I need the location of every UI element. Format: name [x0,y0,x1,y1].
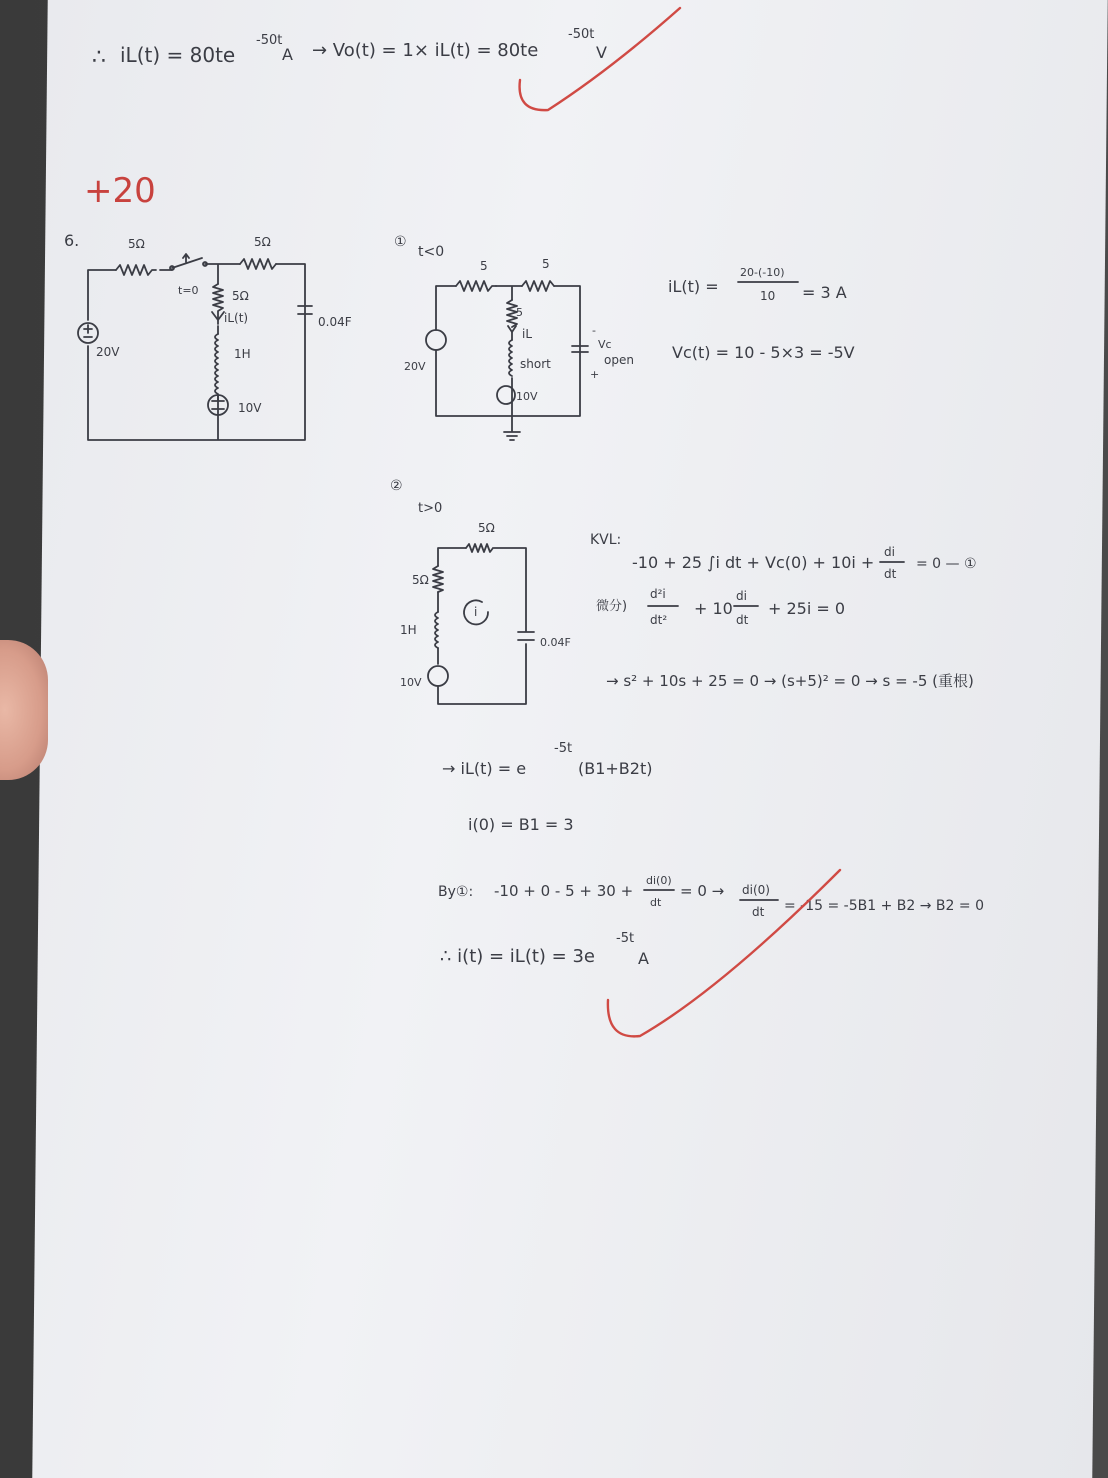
step1-eq-il-den: 10 [760,289,776,303]
kvl-eq1-rhs: = 0 — ① [916,556,977,572]
sol-by-num2: di(0) [742,883,770,897]
sol-by-label: By①: [438,884,474,900]
sol-by-eq: -10 + 0 - 5 + 30 + [494,882,634,900]
step1-r-mid: 5 [516,306,523,319]
sol-init: i(0) = B1 = 3 [468,815,574,834]
step1-eq-il-res: = 3 A [802,283,847,302]
step1-cond: t<0 [418,244,445,260]
source-left-sign [84,325,92,337]
header-unit2: V [596,43,607,62]
inductor [215,334,218,394]
sol-final-exp: -5t [616,931,635,946]
inductor-label: 1H [234,347,251,361]
step2-cap: 0.04F [540,636,571,649]
sol-general: → iL(t) = e [442,759,527,778]
step2-resistor-top [466,544,493,552]
step1-vc-plus: + [590,368,600,381]
score: +20 [84,171,156,211]
therefore-symbol: ∴ [92,45,106,70]
step2-r-top: 5Ω [478,521,495,535]
step2-marker: ② [390,478,403,494]
step2-wires [438,548,534,704]
step1-resistor-1 [456,281,496,291]
header-exp2: -50t [568,27,595,42]
step1-open: open [604,353,634,367]
step2 [390,478,571,704]
kvl-diff-label: 微分) [596,599,628,614]
resistor-r1 [116,265,156,275]
source-mid-label: 10V [238,401,262,415]
r1-label: 5Ω [128,237,145,251]
kvl-eq2-a-num: d²i [650,587,666,601]
step2-cond: t>0 [418,501,443,516]
step1-marker: ① [394,234,407,250]
step1-inductor [509,340,512,376]
step2-r-left: 5Ω [412,573,429,587]
step1-vc: Vc [598,338,612,351]
step1-r-top1: 5 [480,259,488,273]
step1-eq-il: iL(t) = [668,277,719,296]
step1-eq-il-num: 20-(-10) [740,266,785,279]
kvl-eq1: -10 + 25 ∫i dt + Vc(0) + 10i + [632,553,875,572]
sol-by-num: di(0) [646,874,672,887]
kvl-block [590,532,977,690]
sol-general-exp: -5t [554,741,573,756]
step1-src-left: 20V [404,360,426,373]
problem-number: 6. [64,231,80,250]
step2-source-label: 10V [400,676,422,689]
step2-loop: i [474,605,478,619]
switch-label: t=0 [178,284,199,297]
kvl-eq2-c: + 25i = 0 [768,599,846,618]
kvl-eq2-b: + 10 [694,599,733,618]
switch [172,254,202,268]
step2-inductor-label: 1H [400,623,417,637]
step1-eq-vc: Vc(t) = 10 - 5×3 = -5V [672,343,855,362]
sol-final: ∴ i(t) = iL(t) = 3e [440,946,595,967]
kvl-label: KVL: [590,532,622,548]
current-label: iL(t) [224,311,249,325]
resistor-r2 [240,259,276,269]
header-lhs: iL(t) = 80te [120,43,236,67]
sol-final-unit: A [638,949,649,968]
kvl-eq1-num: di [884,545,895,559]
kvl-eq3: → s² + 10s + 25 = 0 → (s+5)² = 0 → s = -5 (重根) [606,672,974,690]
step2-source [428,666,448,686]
kvl-eq1-den: dt [884,567,897,581]
sol-by-mid: = 0 → [680,882,725,900]
step1-resistor-2 [522,281,554,291]
step1-current: iL [522,327,533,341]
sol-by-den: dt [650,896,662,909]
circuit-main-wires [88,264,312,440]
step2-inductor [435,612,438,648]
step1-source-left [426,330,446,350]
header-exp1: -50t [256,33,283,48]
r2-label: 5Ω [254,235,271,249]
resistor-mid [213,284,223,324]
header-rhs: → Vo(t) = 1× iL(t) = 80te [312,40,539,61]
sol-by-den2: dt [752,905,765,919]
kvl-eq2-a-den: dt² [650,613,668,627]
step1-src-mid: 10V [516,390,538,403]
header-unit1: A [282,45,293,64]
header-line [92,8,680,110]
source-left-label: 20V [96,345,120,359]
step2-resistor-left [433,566,443,592]
kvl-eq2-b-den: dt [736,613,749,627]
r-mid-label: 5Ω [232,289,249,303]
sol-by-tail: = -15 = -5B1 + B2 → B2 = 0 [784,898,984,914]
sol-general-tail: (B1+B2t) [578,759,653,778]
cap-label: 0.04F [318,315,352,329]
step1-r-top2: 5 [542,257,550,271]
step1-vc-minus: - [592,324,596,337]
solution-block [438,741,984,1036]
kvl-eq2-b-num: di [736,589,747,603]
step1 [394,234,855,440]
circuit-main [78,235,352,440]
step1-short: short [520,357,551,371]
